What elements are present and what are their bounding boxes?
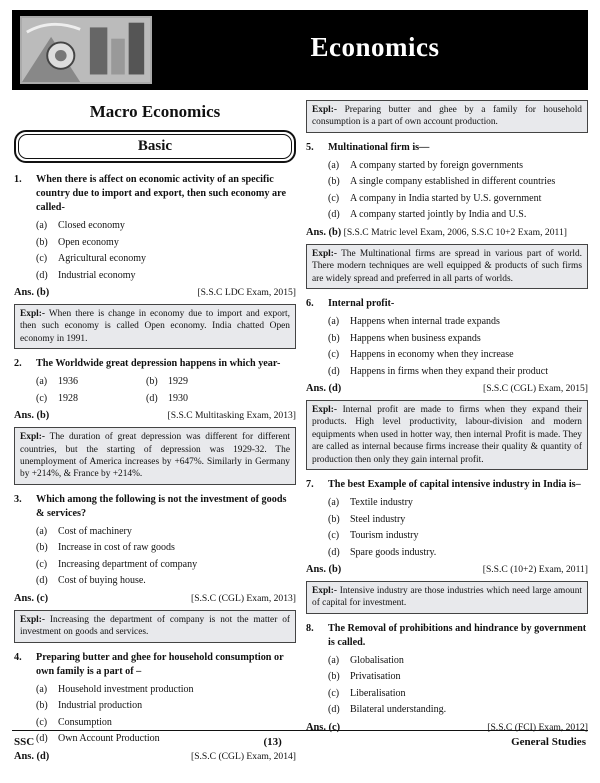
basic-label: Basic [18,134,292,159]
question-text: Internal profit- [328,298,395,310]
option-text: Own Account Production [58,733,160,745]
footer-left: SSC [14,736,35,748]
option-text: A company in India started by U.S. government [350,192,542,204]
answer-label: Ans. (d) [14,750,50,762]
option-letter: (c) [328,349,340,361]
answer-label: Ans. (c) [306,721,341,733]
question-number: 3. [14,493,22,505]
options-list [36,374,256,407]
answer-source: [S.S.C Multitasking Exam, 2013] [167,410,296,422]
option-text: Steel industry [350,513,406,525]
question [14,357,296,371]
explanation-label: Expl:- [312,586,338,597]
option-item [36,391,146,408]
explanation-box [14,427,296,485]
question [306,141,588,155]
option-text: Closed economy [58,220,125,231]
option-letter: (d) [36,269,48,281]
option-text: Bilateral understanding. [350,704,447,716]
option-letter: (b) [328,513,340,525]
option-letter: (b) [146,376,158,388]
option-item [328,653,588,670]
explanation-box [306,100,588,133]
header-collage-image [20,16,152,84]
option-item [146,374,256,391]
page-header [12,10,588,90]
question-number: 8. [306,622,314,634]
option-text: Tourism industry [350,530,419,542]
option-text: 1930 [168,392,188,404]
option-letter: (b) [36,700,48,712]
option-item [36,235,296,252]
option-letter: (a) [36,376,48,388]
explanation-label: Expl:- [312,105,338,115]
option-text: Household investment production [58,683,194,695]
question [306,478,588,492]
answer-line [14,409,296,422]
question [14,493,296,521]
option-letter: (a) [328,654,340,666]
question-number: 1. [14,174,22,185]
option-text: Textile industry [350,497,413,509]
explanation-text: Preparing butter and ghee by a family for household consumption is a part of own account production. [312,105,582,128]
option-item [36,698,296,715]
collage-graphic [22,18,150,82]
option-text: Agricultural economy [58,253,147,264]
answer-label: Ans. (b) [14,287,50,298]
answer-label: Ans. (c) [14,592,49,604]
option-item [328,207,588,224]
answer-source: [S.S.C Matric level Exam, 2006, S.S.C 10+2 Exam, 2011] [341,226,567,238]
option-letter: (a) [36,525,48,537]
option-letter: (a) [36,683,48,695]
option-text: Open economy [58,236,119,248]
option-letter: (b) [36,542,48,554]
option-item [328,314,588,331]
answer-line [306,563,588,576]
options-list [328,653,588,719]
question-number: 4. [14,651,22,663]
explanation-text: When there is change in economy due to import and export, then such economy is called Open economy. India chatted Open economy in 1991. [20,309,290,344]
option-item [328,686,588,703]
option-text: Happens when business expands [350,332,481,344]
explanation-text: Increasing the department of company is not the matter of investment on goods and services. [20,614,290,638]
option-item [328,347,588,364]
option-text: Increase in cost of raw goods [58,542,175,554]
question-number: 7. [306,479,314,491]
explanation-box [306,400,588,470]
option-letter: (c) [36,716,48,728]
answer-line [14,750,296,763]
question-text: The Removal of prohibitions and hindrance by government is called. [328,622,587,648]
option-item [328,512,588,529]
options-list [36,524,296,590]
option-item [328,191,588,208]
option-text: A single company established in different countries [350,176,556,188]
option-item [328,495,588,512]
option-letter: (c) [328,687,340,699]
answer-line [14,592,296,605]
answer-source: [S.S.C (CGL) Exam, 2014] [191,750,296,762]
option-item [36,524,296,541]
explanation-label: Expl:- [20,432,46,443]
question-text: Which among the following is not the investment of goods & services? [36,493,287,519]
option-letter: (a) [328,316,340,328]
option-text: 1936 [58,376,78,388]
options-list [328,314,588,380]
option-letter: (b) [36,236,48,248]
option-letter: (d) [36,575,48,587]
option-letter: (d) [36,733,48,745]
right-column [306,100,588,734]
explanation-text: Internal profit are made to firms when they expand their products. High level productivity, labour-division and modern equipments when used in hotter way, then internal Profit is made. They are called as internal because firms increase their quality & quantity of production then only they gain internal profit. [312,405,582,465]
explanation-label: Expl:- [20,309,46,319]
explanation-box [306,581,588,614]
option-letter: (d) [146,392,158,404]
left-question-list [14,173,296,763]
option-item [328,545,588,562]
answer-label: Ans. (d) [306,383,342,395]
answer-source: [S.S.C (CGL) Exam, 2015] [483,383,588,395]
option-letter: (c) [36,253,48,264]
option-item [36,218,296,235]
explanation-label: Expl:- [312,248,338,259]
option-item [328,174,588,191]
option-item [36,268,296,285]
left-column [14,98,296,763]
answer-line [14,286,296,299]
option-letter: (b) [328,671,340,683]
answer-source: [S.S.C LDC Exam, 2015] [197,287,296,298]
options-list [328,495,588,561]
option-text: Happens in firms when they expand their product [350,365,549,377]
page-number: (13) [263,736,282,748]
option-item [328,669,588,686]
option-item [36,251,296,268]
question [14,651,296,679]
question-text: Multinational firm is— [328,141,430,153]
question-text: The Worldwide great depression happens in which year- [36,358,281,370]
option-item [36,715,296,732]
question-text: Preparing butter and ghee for household consumption or own family is a part of – [36,651,284,677]
option-text: Increasing department of company [58,558,198,570]
option-letter: (a) [36,220,48,231]
option-text: Globalisation [350,654,404,666]
page-footer [14,736,586,748]
option-text: A company started jointly by India and U.S. [350,209,527,221]
question [14,173,296,215]
option-item [36,557,296,574]
option-letter: (d) [328,209,340,221]
answer-source: [S.S.C (10+2) Exam, 2011] [482,564,588,576]
footer-divider [12,730,588,731]
explanation-label: Expl:- [312,405,338,416]
question-text: When there is affect on economic activity of an specific country due to import and export, then such economy are called- [36,174,286,213]
options-list [328,158,588,224]
option-text: Spare goods industry. [350,546,437,558]
question-number: 6. [306,298,314,310]
answer-line [306,721,588,734]
question [306,622,588,650]
option-item [36,573,296,590]
answer-line [306,382,588,395]
option-item [328,702,588,719]
option-text: 1929 [168,376,188,388]
option-text: Industrial production [58,700,143,712]
option-letter: (b) [328,176,340,188]
explanation-text: Intensive industry are those industries which need large amount of capital for investment. [312,586,582,609]
option-text: Happens in economy when they increase [350,349,514,361]
option-letter: (d) [328,365,340,377]
option-text: 1928 [58,392,78,404]
page-title: Economics [310,32,440,62]
option-letter: (a) [328,497,340,509]
option-text: Privatisation [350,671,401,683]
options-list [36,218,296,284]
option-letter: (b) [328,332,340,344]
option-letter: (c) [36,392,48,404]
option-item [36,374,146,391]
answer-line [306,226,588,239]
answer-source: [S.S.C (FCI) Exam, 2012] [487,721,588,733]
question [306,297,588,311]
option-text: Happens when internal trade expands [350,316,500,328]
option-item [328,158,588,175]
explanation-box [306,244,588,289]
question-text: The best Example of capital intensive industry in India is– [328,479,581,491]
answer-label: Ans. (b) [306,226,342,238]
option-item [36,540,296,557]
option-letter: (c) [328,530,340,542]
option-text: Liberalisation [350,687,406,699]
answer-label: Ans. (b) [14,410,50,422]
option-letter: (c) [36,558,48,570]
explanation-text: The duration of great depression was different for different countries, but the starting of depression was 1929-32. The unemployment of America increases by +647%. Similarly in Germany by +214%, & France by +214%. [20,432,290,480]
answer-source: [S.S.C (CGL) Exam, 2013] [191,592,296,604]
question-number: 5. [306,141,314,153]
basic-banner [14,130,296,163]
answer-label: Ans. (b) [306,564,342,576]
question-number: 2. [14,358,22,370]
footer-right: General Studies [511,736,586,748]
option-item [328,528,588,545]
explanation-label: Expl:- [20,614,46,625]
option-letter: (c) [328,192,340,204]
explanation-box [14,304,296,349]
right-question-list [306,141,588,734]
option-item [36,682,296,699]
option-text: Consumption [58,716,112,728]
option-text: Cost of buying house. [58,575,146,587]
explanation-text: The Multinational firms are spread in various part of world. There modern techniques are well equipped & products of such firms are widely spread and preferred in all parts of worlds. [312,248,582,284]
option-letter: (a) [328,159,340,171]
explanation-box [14,610,296,643]
option-text: Cost of machinery [58,525,132,537]
section-title: Macro Economics [89,102,221,121]
option-text: A company started by foreign governments [350,159,524,171]
option-text: Industrial economy [58,269,136,281]
option-item [146,391,256,408]
option-item [328,331,588,348]
option-letter: (d) [328,546,340,558]
option-item [328,364,588,381]
option-letter: (d) [328,704,340,716]
